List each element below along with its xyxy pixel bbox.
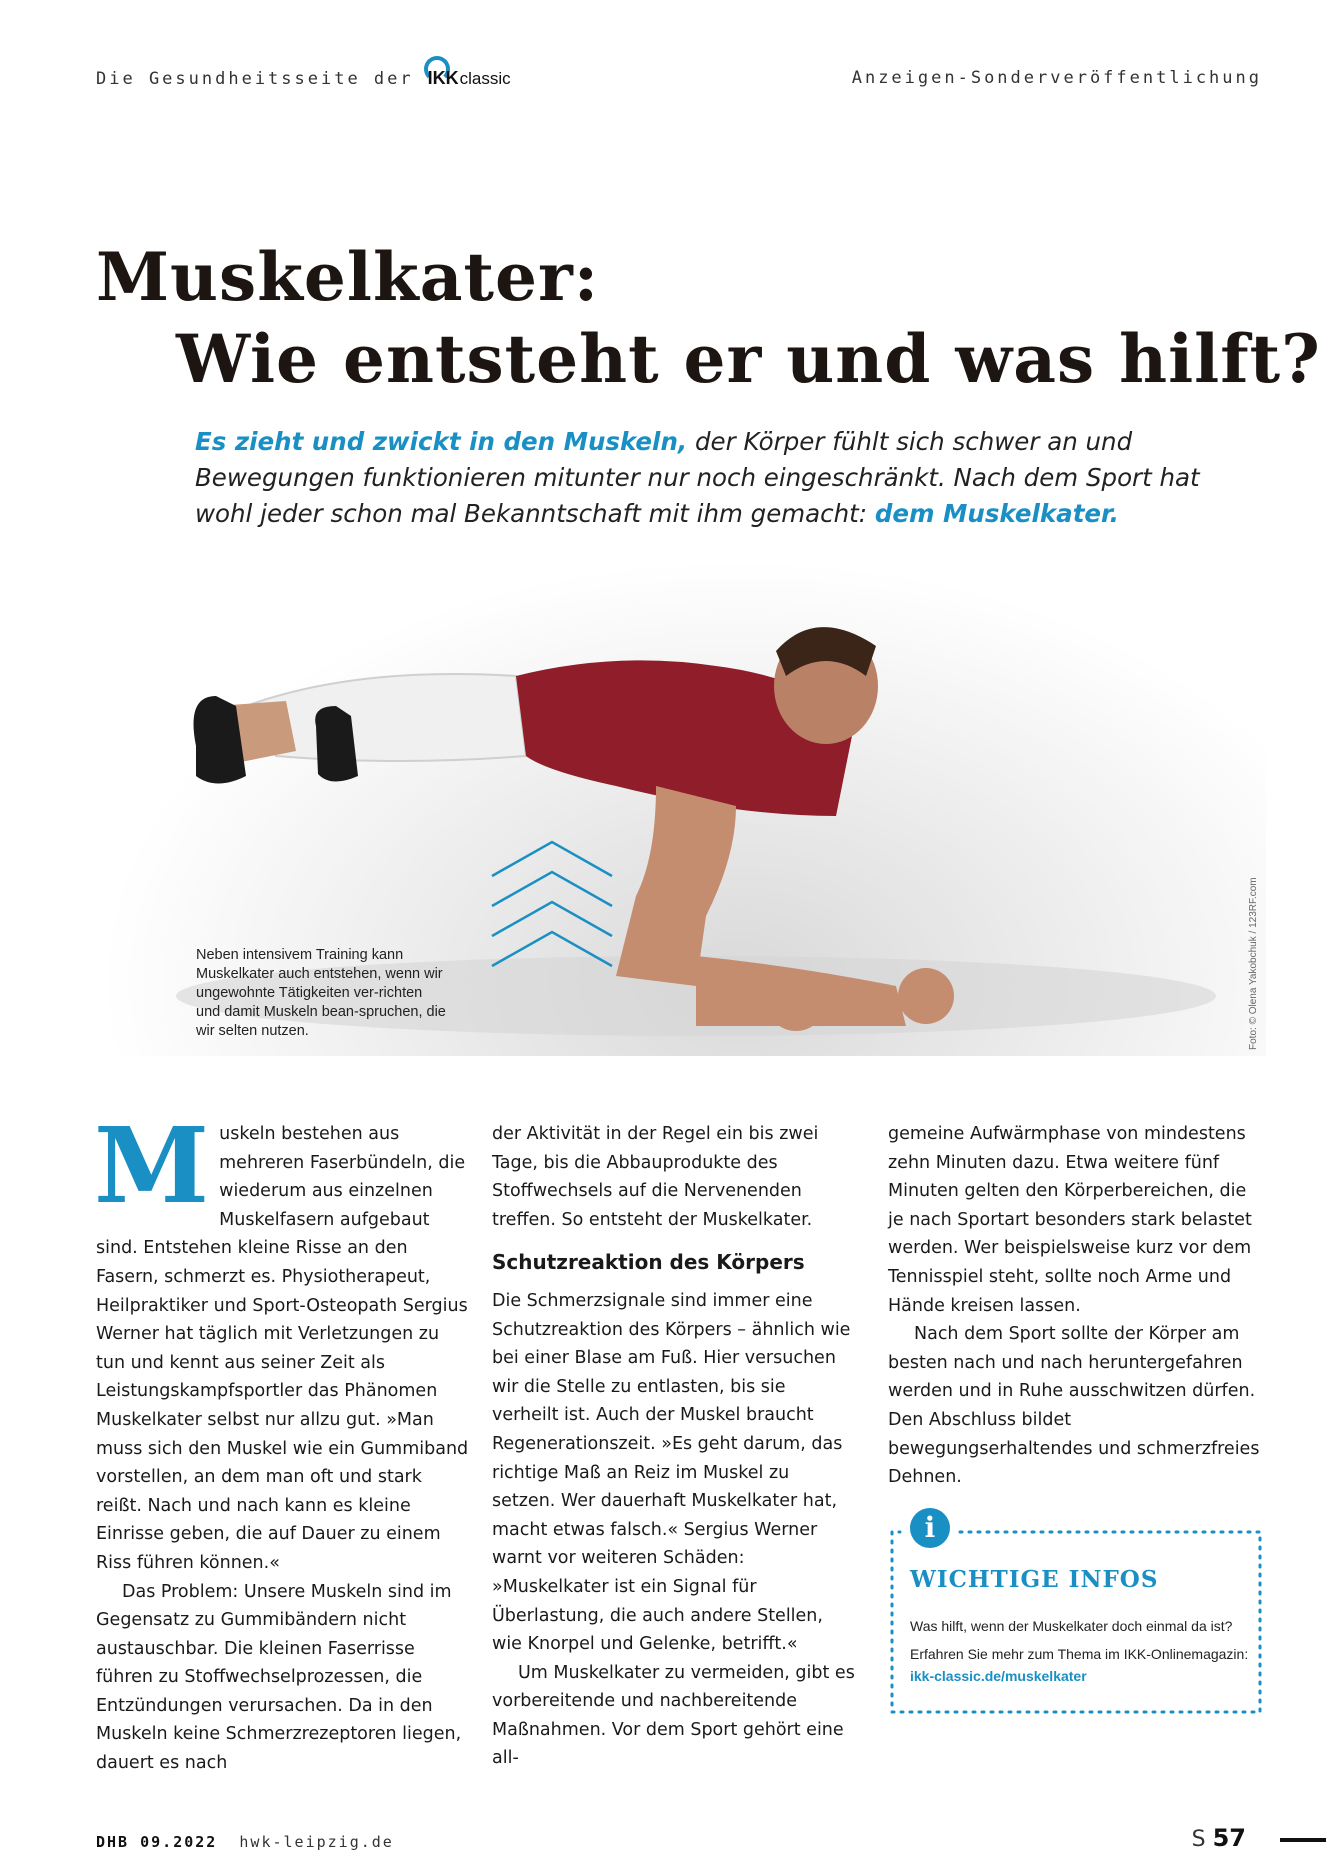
col1-paragraph-2: Das Problem: Unsere Muskeln sind im Gegensatz zu Gummibändern nicht austauschbar. Die kleinen Faserrisse führen zu Stoffwechselprozessen, die Entzündungen verursachen. Da in den Muskeln keine Schmerzrezeptoren liegen, dauert es nach xyxy=(96,1581,462,1774)
footer-page-number: 57 xyxy=(1212,1824,1246,1852)
logo-classic-text: classic xyxy=(459,68,511,88)
ikk-classic-logo xyxy=(428,68,511,89)
photo-credit: Foto: © Olena Yakobchuk / 123RF.com xyxy=(1248,877,1259,1050)
lead-paragraph xyxy=(195,424,1235,532)
logo-ikk-text: IKK xyxy=(427,68,459,88)
col3-paragraph-1: gemeine Aufwärmphase von mindestens zehn Minuten dazu. Etwa weitere fünf Minuten gelten den Körperbereichen, die je nach Sportart besonders stark belastet werden. Wer beispielsweise kurz vor dem Tennisspiel steht, sollte noch Arme und Hände kreisen lassen. xyxy=(888,1124,1252,1316)
footer-site: hwk-leipzig.de xyxy=(239,1833,394,1851)
title-line-1: Muskelkater: xyxy=(96,238,600,316)
article-column-3 xyxy=(888,1120,1260,1492)
header-left-text: Die Gesundheitsseite der xyxy=(96,68,414,89)
dropcap-letter: M xyxy=(94,1104,210,1227)
col1-paragraph-1: uskeln bestehen aus mehreren Faserbündeln, die wiederum aus einzelnen Muskelfasern aufgebaut sind. Entstehen kleine Risse an den Fasern, schmerzt es. Physiotherapeut, Heilpraktiker und Sport-Osteopath Sergius Werner hat täglich mit Verletzungen zu tun und kennt aus seiner Zeit als Leistungskampfsportler das Phänomen Muskelkater selbst nur allzu gut. »Man muss sich den Muskel wie ein Gummiband vorstellen, an dem man oft und stark reißt. Nach und nach kann es kleine Einrisse geben, die auf Dauer zu einem Riss führen können.« xyxy=(96,1124,469,1573)
col2-paragraph-2: Die Schmerzsignale sind immer eine Schutzreaktion des Körpers – ähnlich wie bei einer Blase am Fuß. Hier versuchen wir die Stelle zu entlasten, bis sie verheilt ist. Auch der Muskel braucht Regenerationszeit. »Es geht darum, das richtige Maß an Reiz im Muskel zu setzen. Wer dauerhaft Muskelkater hat, macht etwas falsch.« Sergius Werner warnt vor weiteren Schäden: »Muskelkater ist ein Signal für Überlastung, die auch andere Stellen, wie Knorpel und Gelenke, betrifft.« xyxy=(492,1290,851,1655)
article-column-1 xyxy=(94,1104,471,1778)
title-line-2: Wie entsteht er und was hilft? xyxy=(176,320,1321,398)
article-paragraph xyxy=(94,1104,471,1578)
info-box-title: WICHTIGE INFOS xyxy=(910,1566,1159,1593)
footer-issue: DHB 09.2022 xyxy=(96,1833,218,1851)
footer-left xyxy=(96,1833,394,1851)
lead-body: der Körper fühlt sich schwer an und Bewegungen funktionieren mitunter nur noch eingeschränkt. Nach dem Sport hat wohl jeder schon mal Bekanntschaft mit ihm gemacht: xyxy=(195,427,1200,528)
lead-accent-end: dem Muskelkater. xyxy=(874,499,1119,528)
col3-paragraph-2: Nach dem Sport sollte der Körper am besten nach und nach heruntergefahren werden und in Ruhe ausschwitzen dürfen. Den Abschluss bildet bewegungserhaltendes und schmerzfreies Dehnen. xyxy=(888,1324,1260,1488)
col2-paragraph-1: der Aktivität in der Regel ein bis zwei Tage, bis die Abbauprodukte des Stoffwechsels auf die Nervenenden treffen. So entsteht der Muskelkater. xyxy=(492,1124,819,1230)
info-box-text: Was hilft, wenn der Muskelkater doch einmal da ist? Erfahren Sie mehr zum Thema im IKK-Onlinemagazin: xyxy=(910,1618,1249,1662)
photo-caption: Neben intensivem Training kann Muskelkater auch entstehen, wenn wir ungewohnte Tätigkeiten ver-richten und damit Muskeln bean-spruchen, die wir selten nutzen. xyxy=(196,947,446,1039)
info-box-link[interactable]: ikk-classic.de/muskelkater xyxy=(910,1668,1087,1684)
col2-paragraph-3: Um Muskelkater zu vermeiden, gibt es vorbereitende und nachbereitende Maßnahmen. Vor dem Sport gehört eine all- xyxy=(492,1662,855,1769)
info-box xyxy=(890,1511,1262,1714)
header-right-text: Anzeigen-Sonderveröffentlichung xyxy=(851,68,1262,88)
footer-page xyxy=(1192,1824,1246,1852)
lead-accent-start: Es zieht und zwickt in den Muskeln, xyxy=(195,427,688,456)
footer-page-prefix: S xyxy=(1191,1827,1206,1852)
info-icon: i xyxy=(910,1508,950,1548)
footer-rule xyxy=(1280,1838,1326,1842)
article-column-2 xyxy=(492,1120,857,1773)
header-left xyxy=(96,68,511,89)
col2-subheading: Schutzreaktion des Körpers xyxy=(492,1250,805,1275)
